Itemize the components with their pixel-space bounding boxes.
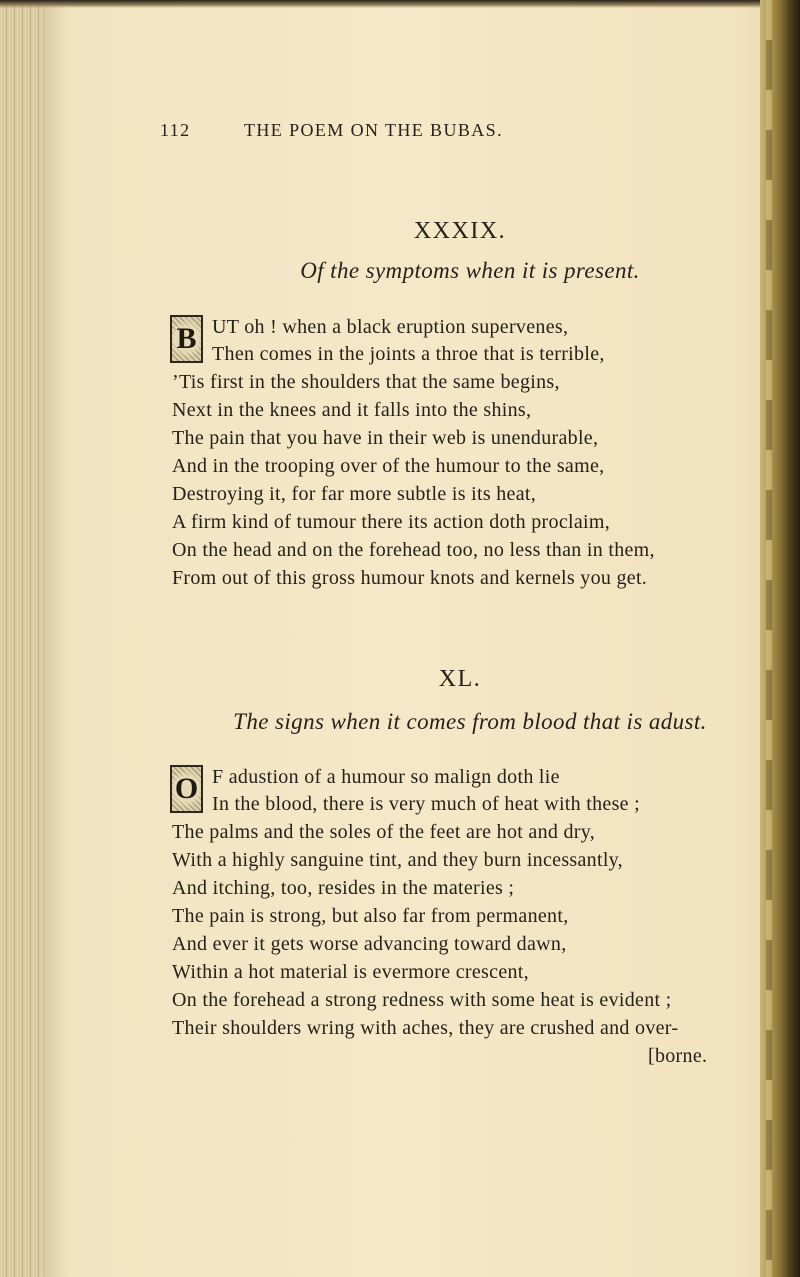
verse-line: F adustion of a humour so malign doth lie bbox=[212, 766, 560, 788]
verse-line: A firm kind of tumour there its action doth proclaim, bbox=[172, 511, 611, 533]
verse-line: The pain that you have in their web is unendurable, bbox=[172, 427, 599, 449]
verse-line: From out of this gross humour knots and kernels you get. bbox=[172, 567, 648, 589]
verse-line: Next in the knees and it falls into the shins, bbox=[172, 399, 532, 421]
verse-line: Their shoulders wring with aches, they are crushed and over- bbox=[172, 1017, 679, 1039]
verse-line: And itching, too, resides in the materies ; bbox=[172, 877, 515, 899]
section-number: XXXIX. bbox=[413, 218, 507, 244]
section-number: XL. bbox=[438, 666, 482, 692]
drop-initial-letter: B bbox=[172, 317, 201, 361]
verse-line: In the blood, there is very much of heat with these ; bbox=[212, 793, 641, 815]
section-title: The signs when it comes from blood that is adust. bbox=[233, 709, 707, 734]
verse-line: The palms and the soles of the feet are hot and dry, bbox=[172, 821, 596, 843]
verse-line: And in the trooping over of the humour to the same, bbox=[172, 455, 605, 477]
verse-line: On the forehead a strong redness with some heat is evident ; bbox=[172, 989, 672, 1011]
page-number: 112 bbox=[160, 120, 191, 140]
running-head bbox=[160, 120, 600, 146]
verse-line: And ever it gets worse advancing toward dawn, bbox=[172, 933, 567, 955]
drop-initial bbox=[170, 765, 203, 813]
verse-line: UT oh ! when a black eruption supervenes, bbox=[212, 316, 569, 338]
drop-initial bbox=[170, 315, 203, 363]
verse-line: Within a hot material is evermore crescent, bbox=[172, 961, 529, 983]
verse-line: Destroying it, for far more subtle is its heat, bbox=[172, 483, 537, 505]
running-title: THE POEM ON THE BUBAS. bbox=[244, 120, 503, 140]
verse-turnover: [borne. bbox=[648, 1045, 708, 1067]
verse-line: Then comes in the joints a throe that is terrible, bbox=[212, 343, 605, 365]
verse-line: On the head and on the forehead too, no less than in them, bbox=[172, 539, 655, 561]
verse-line: With a highly sanguine tint, and they burn incessantly, bbox=[172, 849, 623, 871]
verse-line: The pain is strong, but also far from permanent, bbox=[172, 905, 569, 927]
drop-initial-letter: O bbox=[172, 767, 201, 811]
section-title: Of the symptoms when it is present. bbox=[300, 258, 640, 283]
verse-line: ’Tis first in the shoulders that the same begins, bbox=[172, 371, 560, 393]
